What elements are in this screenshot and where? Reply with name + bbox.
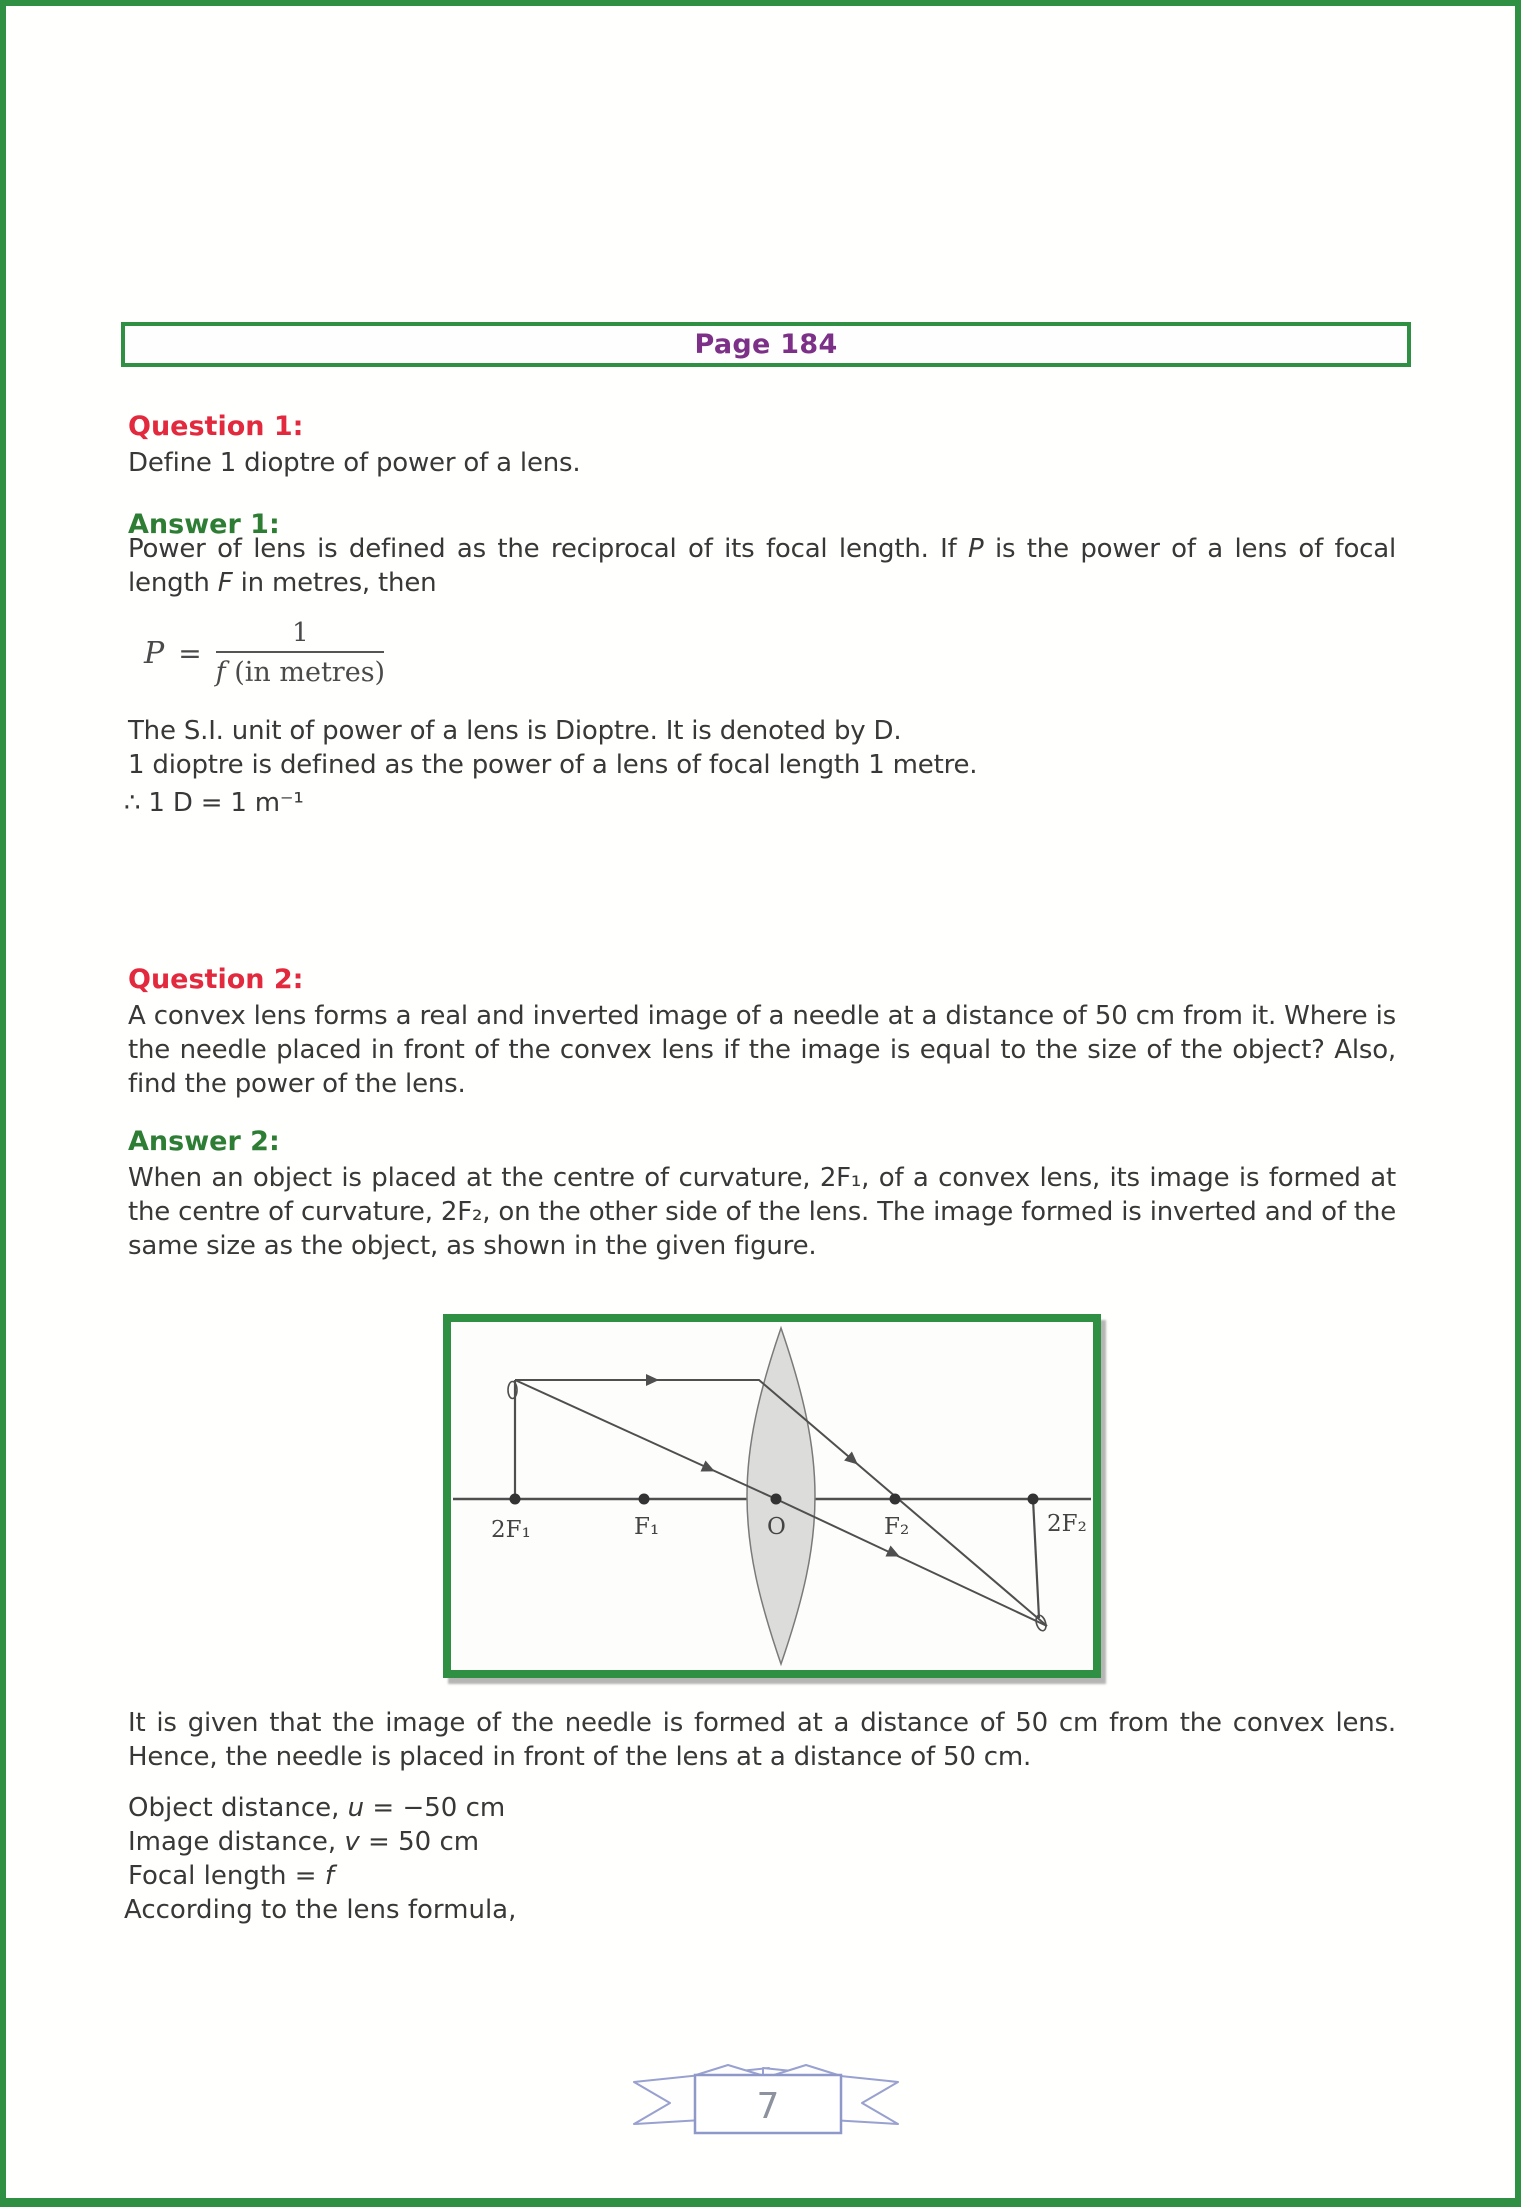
point-O-dot xyxy=(771,1494,782,1505)
image-distance-line xyxy=(128,1825,516,1859)
value-pre: Image distance, xyxy=(128,1827,345,1857)
label-2F2: 2F₂ xyxy=(1047,1511,1087,1537)
convex-lens xyxy=(747,1328,815,1664)
formula-fraction xyxy=(216,618,385,688)
formula-den-rest: (in metres) xyxy=(225,657,386,688)
label-2F1: 2F₁ xyxy=(491,1517,531,1543)
arrowhead-icon xyxy=(885,1546,902,1562)
question-1-label: Question 1: xyxy=(128,411,304,442)
page-header-title: Page 184 xyxy=(694,329,838,360)
answer-1-paragraph xyxy=(128,532,1396,600)
arrowhead-icon xyxy=(701,1461,718,1477)
var-v: v xyxy=(344,1827,360,1857)
value-pre: Object distance, xyxy=(128,1793,348,1823)
point-2F2-dot xyxy=(1028,1494,1039,1505)
point-2F1-dot xyxy=(510,1494,521,1505)
answer-1-seg: in metres, then xyxy=(232,568,437,598)
label-F1: F₁ xyxy=(634,1514,660,1540)
ribbon-banner-icon xyxy=(616,2058,916,2138)
var-P: P xyxy=(968,534,984,564)
power-formula xyxy=(144,618,385,688)
page-header-box xyxy=(121,322,1411,367)
value-post: = −50 cm xyxy=(364,1793,506,1823)
formula-lhs: P xyxy=(144,635,165,671)
answer-1-label: Answer 1: xyxy=(128,509,280,540)
answer-1-note-2: 1 dioptre is defined as the power of a lens of focal length 1 metre. xyxy=(128,750,978,780)
var-u: u xyxy=(347,1793,365,1823)
given-values-block xyxy=(124,1791,517,1927)
var-f: f xyxy=(215,657,226,688)
answer-2-paragraph: When an object is placed at the centre of curvature, 2F₁, of a convex lens, its image is formed at the centre of curvature, 2F₂, on the other side of the lens. The image formed is inverted and of the same size as the object, as shown in the given figure. xyxy=(128,1163,1396,1261)
value-pre: According to the lens formula, xyxy=(124,1895,517,1925)
page-number: 7 xyxy=(756,2086,780,2127)
var-f2: f xyxy=(324,1861,334,1891)
answer-1-seg: Power of lens is defined as the reciprocal of its focal length. If xyxy=(128,534,969,564)
object-distance-line xyxy=(128,1791,516,1825)
question-2-text: A convex lens forms a real and inverted image of a needle at a distance of 50 cm from it. Where is the needle placed in front of the convex lens if the image is equal to the size of the object? Also, find the power of the lens. xyxy=(128,1001,1396,1099)
question-2-label: Question 2: xyxy=(128,964,304,995)
formula-denominator xyxy=(216,653,385,688)
answer-2-label: Answer 2: xyxy=(128,1126,280,1157)
after-figure-paragraph: It is given that the image of the needle is formed at a distance of 50 cm from the convex lens. Hence, the needle is placed in front of the lens at a distance of 50 cm. xyxy=(128,1708,1396,1772)
formula-numerator: 1 xyxy=(216,618,384,653)
lens-ray-diagram xyxy=(451,1322,1093,1670)
answer-1-note-1: The S.I. unit of power of a lens is Dioptre. It is denoted by D. xyxy=(128,716,902,746)
formula-equals: = xyxy=(178,636,202,670)
var-F: F xyxy=(217,568,233,598)
answer-1-note-3: ∴ 1 D = 1 m⁻¹ xyxy=(124,788,304,818)
image-needle xyxy=(1033,1499,1039,1618)
point-F1-dot xyxy=(639,1494,650,1505)
value-pre: Focal length = xyxy=(128,1861,325,1891)
label-O: O xyxy=(767,1514,786,1540)
answer-1-seg: is the power of a lens of focal length xyxy=(128,534,1397,598)
question-1-text: Define 1 dioptre of power of a lens. xyxy=(128,448,581,478)
arrowhead-icon xyxy=(646,1374,659,1386)
lens-formula-line xyxy=(124,1893,516,1927)
value-post: = 50 cm xyxy=(359,1827,480,1857)
page-number-ribbon xyxy=(616,2058,916,2138)
lens-ray-diagram-figure xyxy=(443,1314,1101,1678)
label-F2: F₂ xyxy=(884,1514,910,1540)
focal-length-line xyxy=(128,1859,516,1893)
point-F2-dot xyxy=(890,1494,901,1505)
